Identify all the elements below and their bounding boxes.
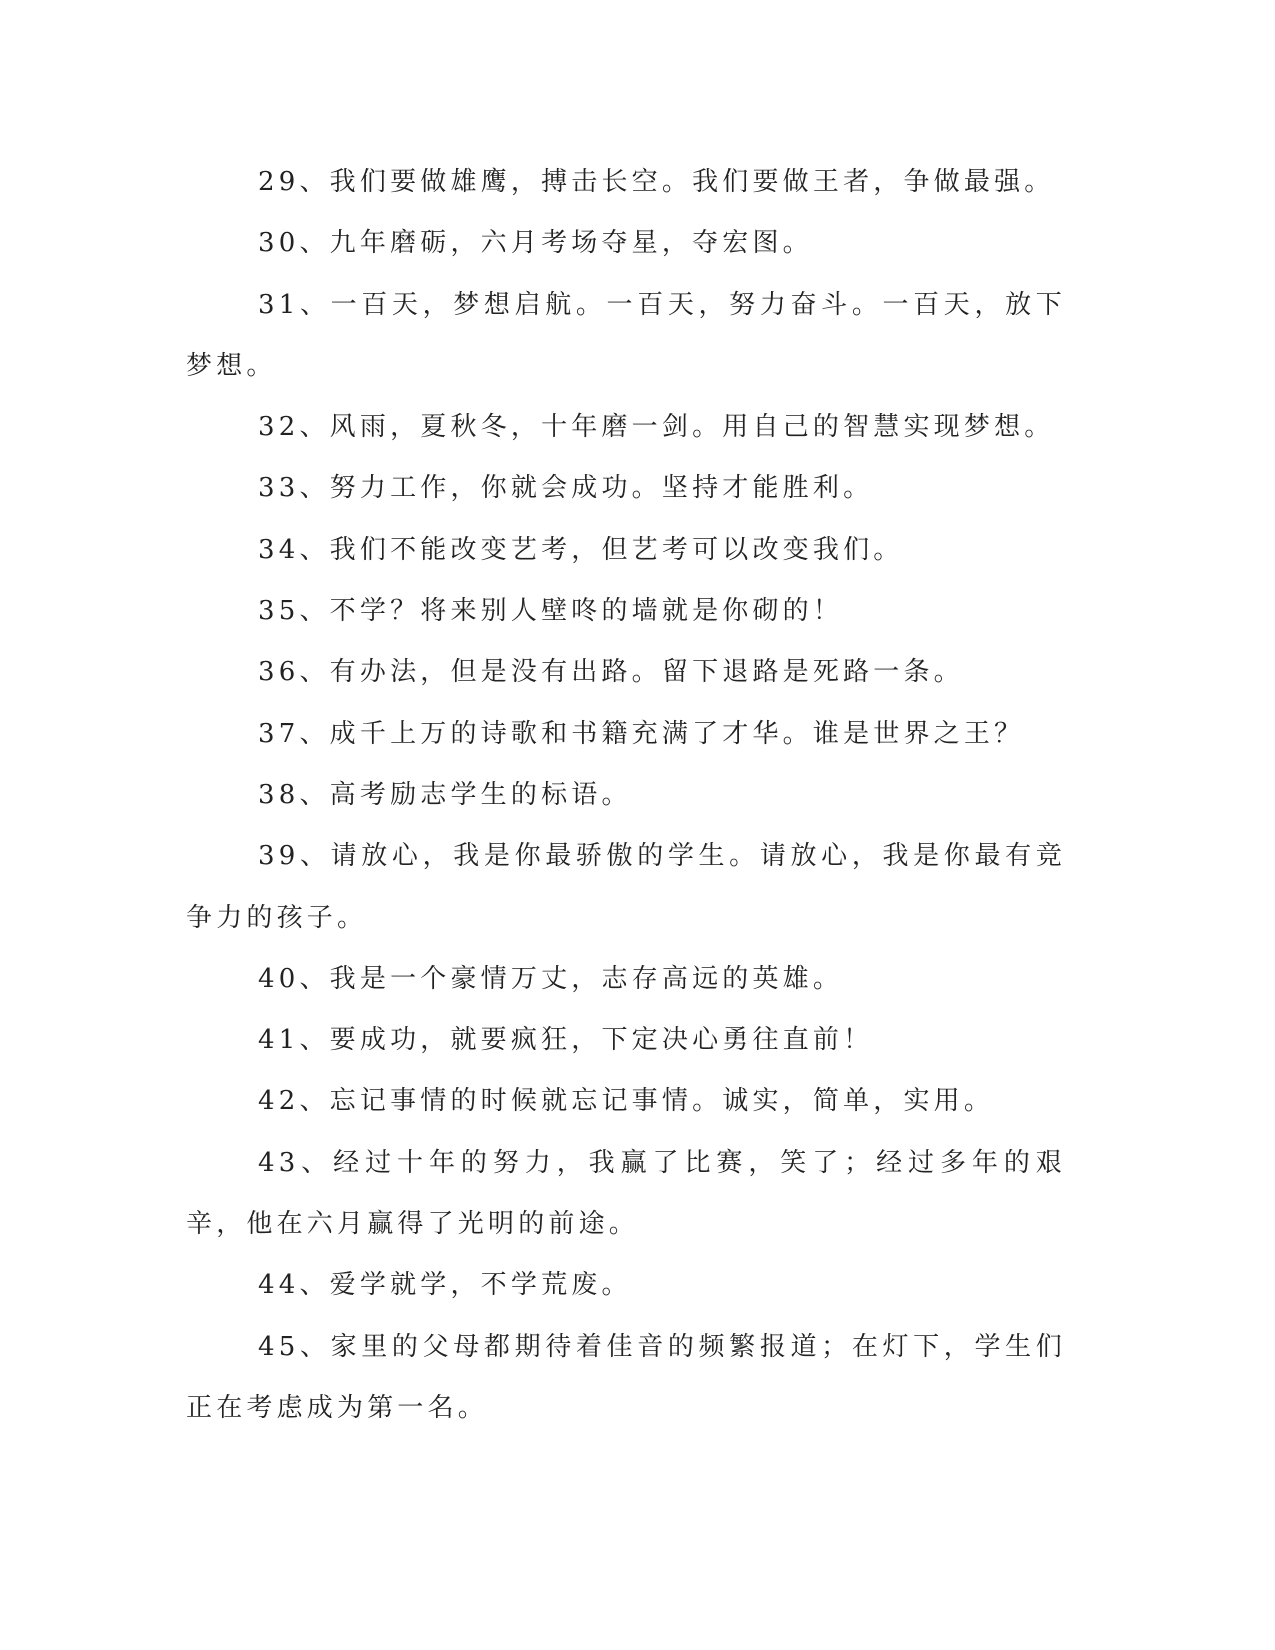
paragraph: 37、成千上万的诗歌和书籍充满了才华。谁是世界之王？: [258, 718, 1025, 749]
paragraph: 43、经过十年的努力，我赢了比赛，笑了；经过多年的艰辛，他在六月赢得了光明的前途。: [186, 1147, 1066, 1240]
paragraph: 29、我们要做雄鹰，搏击长空。我们要做王者，争做最强。: [258, 167, 1055, 197]
paragraph: 45、家里的父母都期待着佳音的频繁报道；在灯下，学生们正在考虑成为第一名。: [186, 1331, 1066, 1423]
paragraph: 30、九年磨砺，六月考场夺星，夺宏图。: [258, 228, 813, 259]
paragraph: 38、高考励志学生的标语。: [258, 779, 632, 810]
paragraph: 44、爱学就学，不学荒废。: [258, 1270, 632, 1301]
paragraph: 36、有办法，但是没有出路。留下退路是死路一条。: [258, 657, 964, 688]
paragraph: 32、风雨，夏秋冬，十年磨一剑。用自己的智慧实现梦想。: [258, 412, 1055, 443]
paragraph: 31、一百天，梦想启航。一百天，努力奋斗。一百天，放下梦想。: [186, 289, 1066, 381]
paragraph: 34、我们不能改变艺考，但艺考可以改变我们。: [258, 534, 904, 565]
paragraph: 33、努力工作，你就会成功。坚持才能胜利。: [258, 473, 874, 504]
paragraph: 40、我是一个豪情万丈，志存高远的英雄。: [258, 963, 844, 994]
paragraph: 35、不学？将来别人壁咚的墙就是你砌的！: [258, 596, 844, 627]
paragraph: 39、请放心，我是你最骄傲的学生。请放心，我是你最有竞争力的孩子。: [186, 841, 1066, 933]
paragraph: 41、要成功，就要疯狂，下定决心勇往直前！: [258, 1025, 874, 1056]
paragraph: 42、忘记事情的时候就忘记事情。诚实，简单，实用。: [258, 1086, 995, 1117]
document-body: [186, 152, 1066, 1439]
